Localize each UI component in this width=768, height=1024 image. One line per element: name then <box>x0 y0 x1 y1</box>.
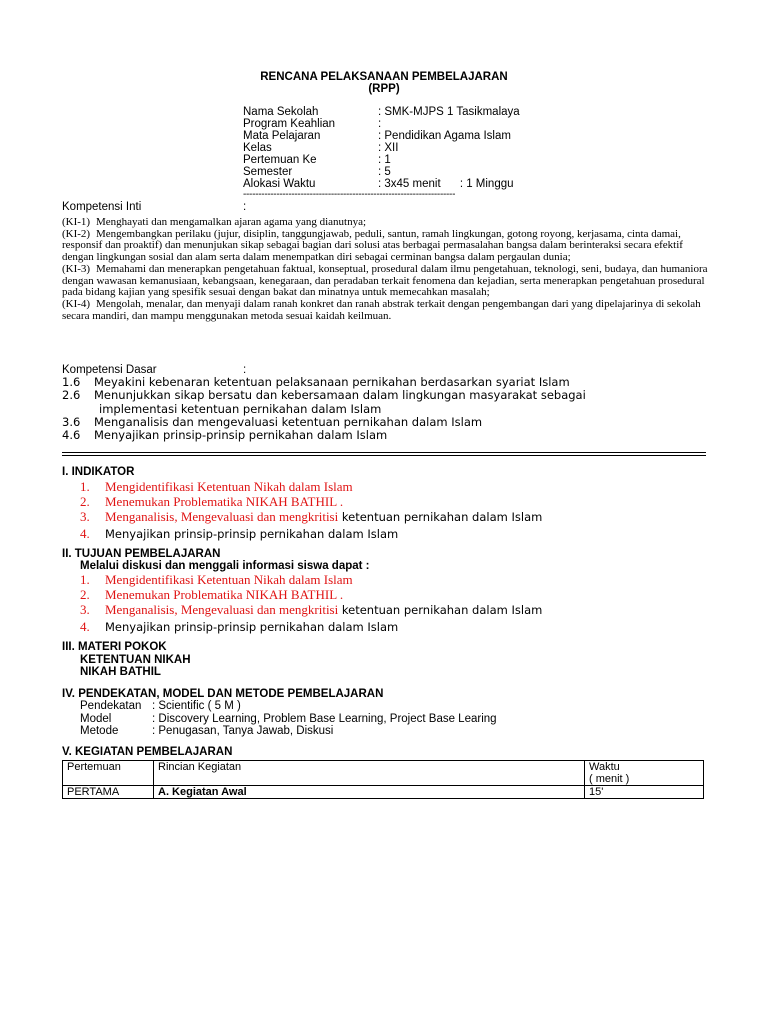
materi-line: NIKAH BATHIL <box>80 666 161 678</box>
divider-line <box>62 455 706 456</box>
kd-item: 4.6 Menyajikan prinsip-prinsip pernikahan dalam Islam <box>62 428 388 443</box>
kd-item: 1.6 Meyakini kebenaran ketentuan pelaksanaan pernikahan berdasarkan syariat Islam <box>62 375 570 389</box>
list-item: 2. Menemukan Problematika NIKAH BATHIL . <box>80 494 344 510</box>
ki-item: (KI-2) Mengembangkan perilaku (jujur, disiplin, tanggungjawab, peduli, santun, ramah lingkungan, gotong royong, kerjasama, cinta damai, responsif dan proaktif) dan menunjukan sikap sebagai bagian dari solusi atas berbagai permasalahan bangsa dalam berinteraksi secara efektif dengan lingkungan sosial dan alam serta dalam menempatkan diri sebagai cerminan bangsa dalam pergaulan dunia; <box>62 227 683 264</box>
tujuan-list <box>80 572 542 635</box>
list-item: 4. Menyajikan prinsip-prinsip pernikahan dalam Islam <box>80 525 399 541</box>
pendekatan-row: Metode : Penugasan, Tanya Jawab, Diskusi <box>80 725 334 737</box>
kd-item-continuation: implementasi ketentuan pernikahan dalam Islam <box>99 401 382 416</box>
table-cell: A. Kegiatan Awal <box>154 786 585 799</box>
table-cell: 15' <box>585 786 704 799</box>
ki-colon: : <box>243 201 247 213</box>
ki-item: (KI-4) Mengolah, menalar, dan menyaji dalam ranah konkret dan ranah abstrak terkait dengan pengembangan dari yang dipelajarinya di sekolah secara mandiri, dan mampu menggunakan metoda sesuai kaidah keilmuan. <box>62 297 701 322</box>
kompetensi-dasar-list <box>62 376 586 442</box>
list-item: 2. Menemukan Problematika NIKAH BATHIL . <box>80 587 344 603</box>
page-subtitle: (RPP) <box>368 83 400 95</box>
section-heading-tujuan: II. TUJUAN PEMBELAJARAN <box>62 548 221 560</box>
tujuan-intro: Melalui diskusi dan menggali informasi siswa dapat : <box>80 560 370 572</box>
indikator-list <box>80 479 542 542</box>
section-heading-indikator: I. INDIKATOR <box>62 466 135 478</box>
list-item: 1. Mengidentifikasi Ketentuan Nikah dalam Islam <box>80 479 353 494</box>
column-header: Waktu ( menit ) <box>585 761 704 786</box>
divider-line <box>62 452 706 453</box>
identity-separator: ---------------------------------------------------------------------- <box>243 189 456 200</box>
kd-item: 3.6 Menganalisis dan mengevaluasi ketentuan pernikahan dalam Islam <box>62 414 483 429</box>
column-header: Rincian Kegiatan <box>154 761 585 786</box>
list-item: 3. Menganalisis, Mengevaluasi dan mengkritisi ketentuan pernikahan dalam Islam <box>80 602 543 618</box>
list-item: 3. Menganalisis, Mengevaluasi dan mengkritisi ketentuan pernikahan dalam Islam <box>80 509 543 525</box>
pendekatan-row: Model : Discovery Learning, Problem Base Learning, Project Base Learing <box>80 712 497 725</box>
section-heading-kegiatan: V. KEGIATAN PEMBELAJARAN <box>62 746 233 758</box>
section-heading-pendekatan: IV. PENDEKATAN, MODEL DAN METODE PEMBELAJARAN <box>62 688 384 700</box>
page-title: RENCANA PELAKSANAAN PEMBELAJARAN <box>260 71 508 83</box>
list-item: 4. Menyajikan prinsip-prinsip pernikahan dalam Islam <box>80 618 399 634</box>
kd-label: Kompetensi Dasar <box>62 364 157 376</box>
table-header-row <box>63 761 704 786</box>
materi-line: KETENTUAN NIKAH <box>80 654 191 666</box>
ki-item: (KI-1) Menghayati dan mengamalkan ajaran agama yang dianutnya; <box>62 216 367 228</box>
kompetensi-inti-list <box>62 217 712 322</box>
ki-item: (KI-3) Memahami dan menerapkan pengetahuan faktual, konseptual, prosedural dalam ilmu pengetahuan, teknologi, seni, budaya, dan humaniora dengan wawasan kemanusiaan, kebangsaan, kenegaraan, dan peradaban terkait fenomena dan kejadian, serta menerapkan pengetahuan prosedural pada bidang kajian yang spesifik sesuai dengan bakat dan minatnya untuk memecahkan masalah; <box>62 262 708 299</box>
table-cell: PERTAMA <box>63 786 154 799</box>
kd-colon: : <box>243 364 247 376</box>
table-row <box>63 786 704 799</box>
column-header: Pertemuan <box>63 761 154 786</box>
list-item: 1. Mengidentifikasi Ketentuan Nikah dalam Islam <box>80 572 353 587</box>
kegiatan-table <box>62 760 704 799</box>
ki-label: Kompetensi Inti <box>62 201 142 213</box>
pendekatan-rows <box>80 700 497 738</box>
kd-item: 2.6 Menunjukkan sikap bersatu dan kebersamaan dalam lingkungan masyarakat sebagai <box>62 388 586 403</box>
pendekatan-row: Pendekatan : Scientific ( 5 M ) <box>80 700 241 712</box>
section-heading-materi: III. MATERI POKOK <box>62 641 167 653</box>
